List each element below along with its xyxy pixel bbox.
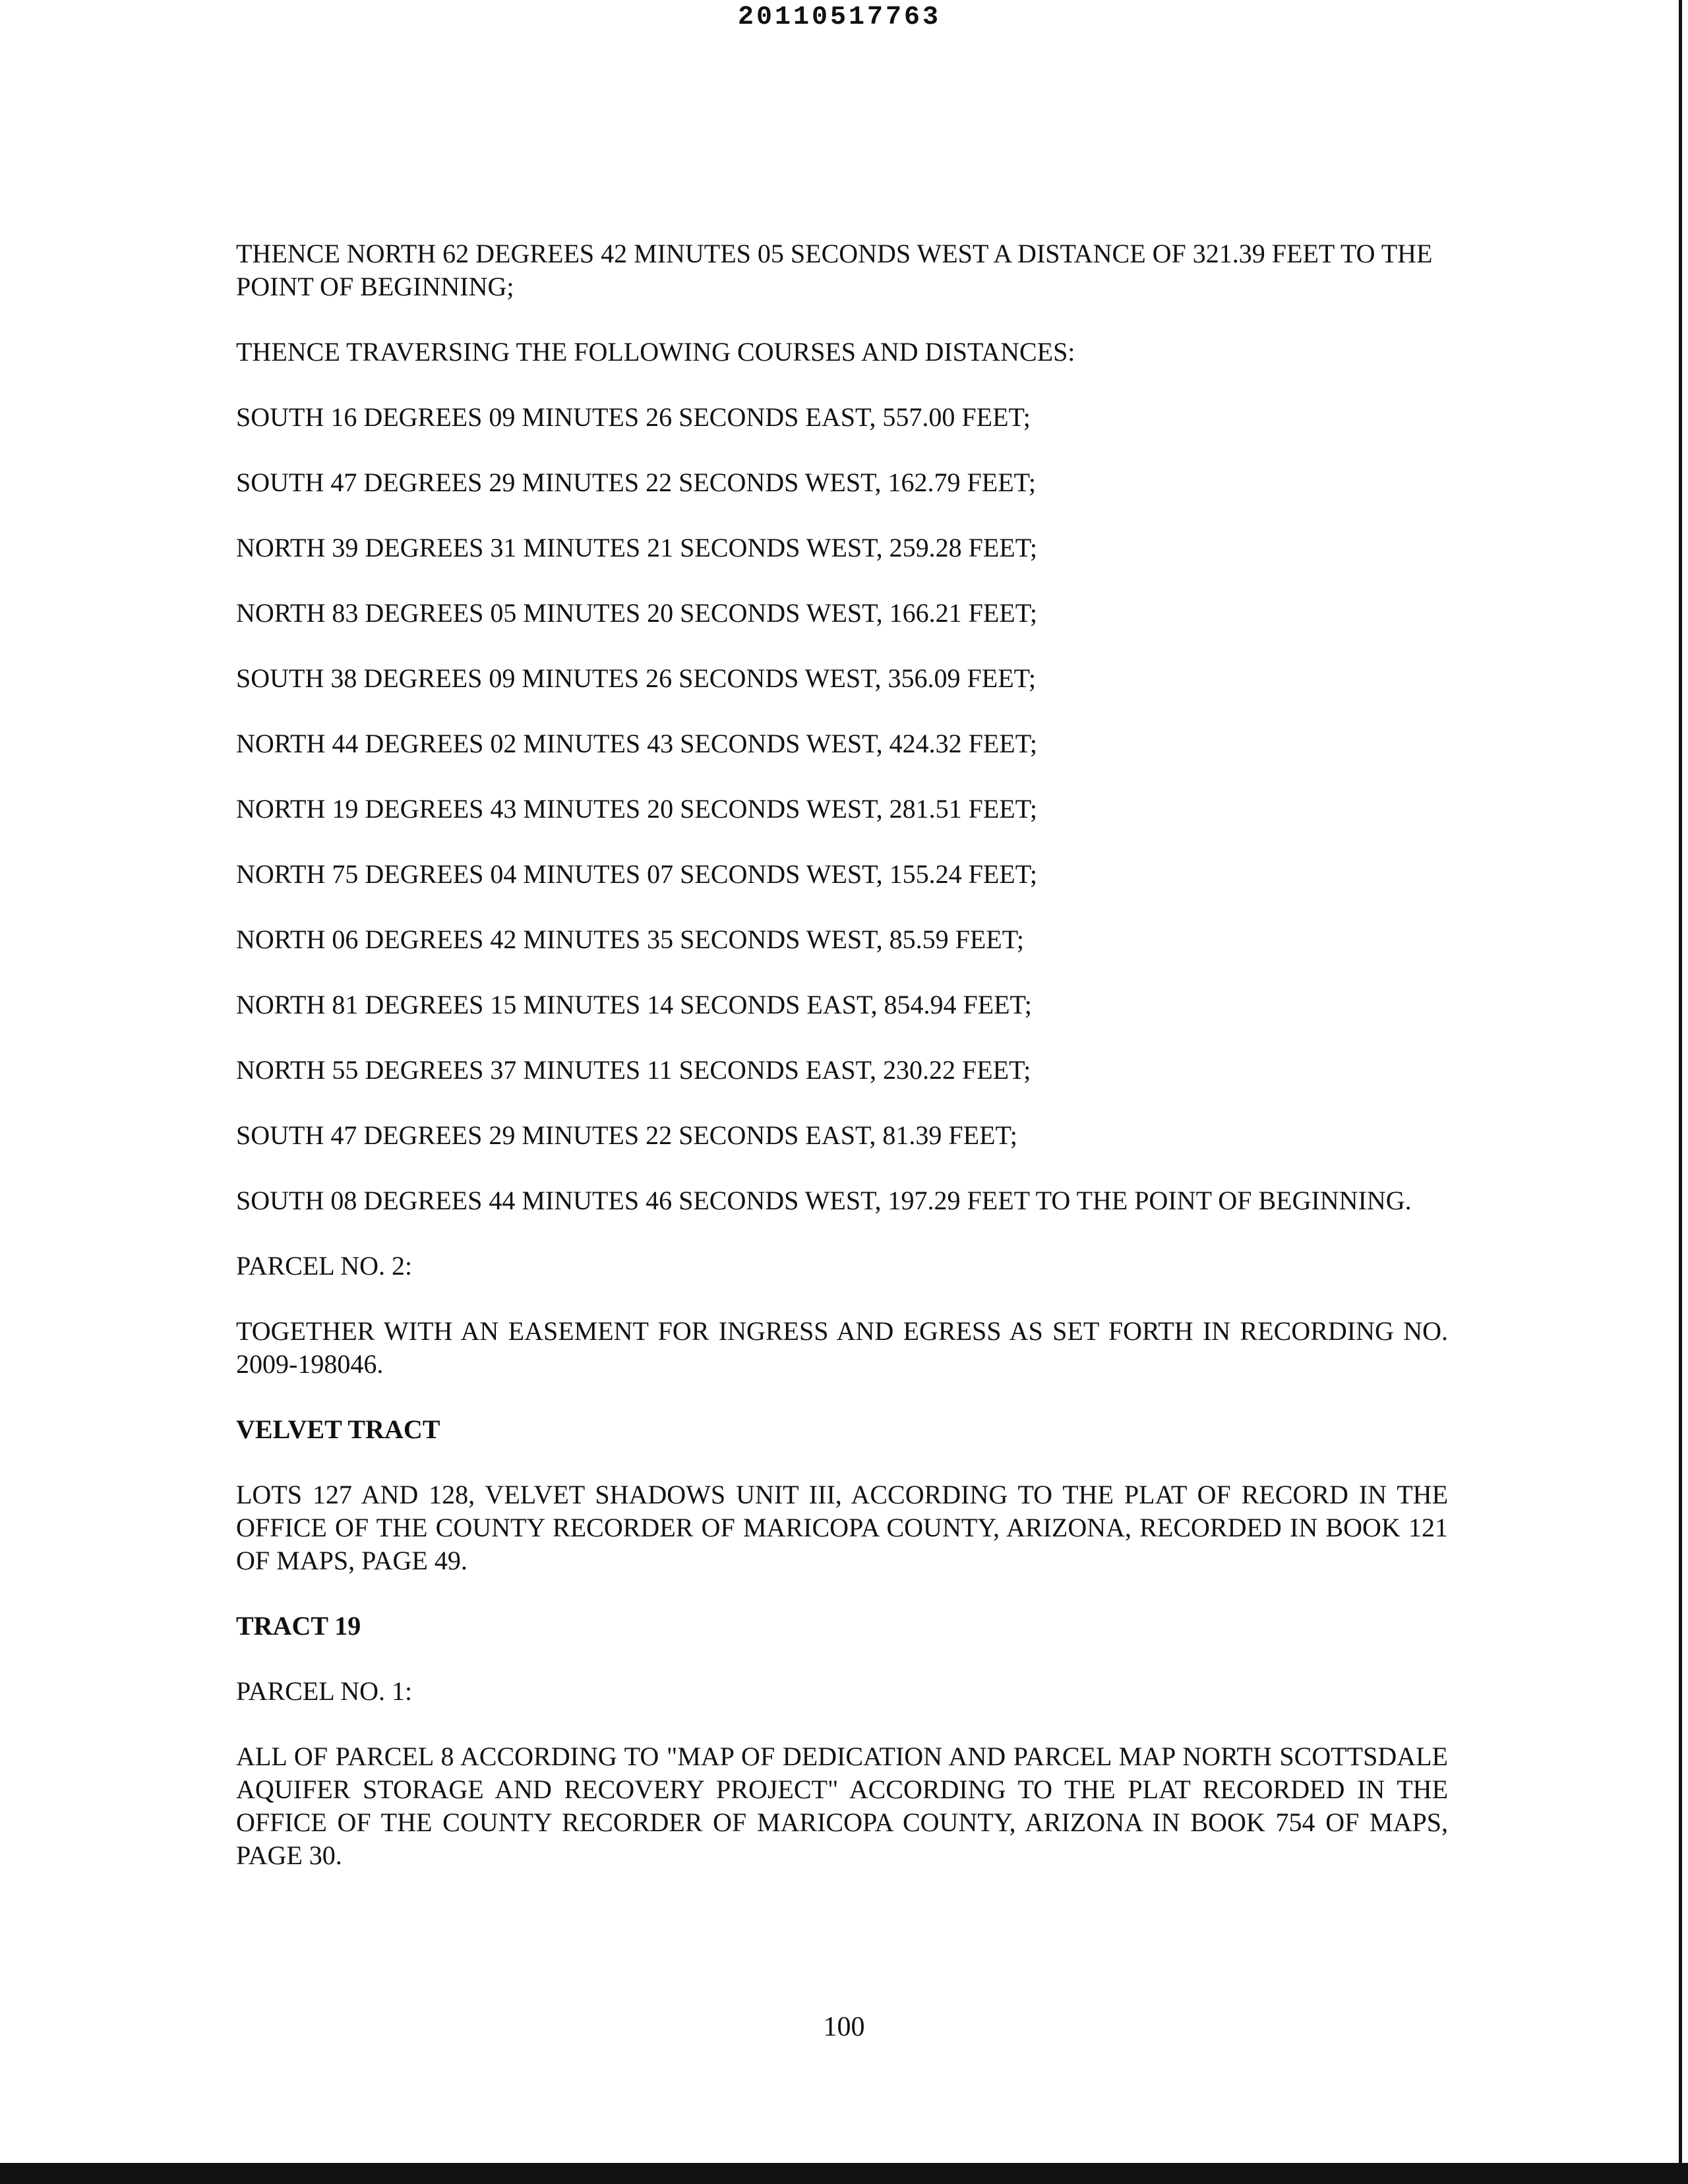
course-line: SOUTH 16 DEGREES 09 MINUTES 26 SECONDS EAST, 557.00 FEET; <box>236 402 1031 432</box>
page-number: 100 <box>823 2012 865 2042</box>
course-line: SOUTH 08 DEGREES 44 MINUTES 46 SECONDS WEST, 197.29 FEET TO THE POINT OF BEGINNING. <box>236 1186 1412 1215</box>
course-line: NORTH 19 DEGREES 43 MINUTES 20 SECONDS WEST, 281.51 FEET; <box>236 794 1038 824</box>
course-line: SOUTH 47 DEGREES 29 MINUTES 22 SECONDS EAST, 81.39 FEET; <box>236 1120 1017 1150</box>
parcel-2-label: PARCEL NO. 2: <box>236 1251 413 1281</box>
parcel-1-paragraph: ALL OF PARCEL 8 ACCORDING TO "MAP OF DEDICATION AND PARCEL MAP NORTH SCOTTSDALE AQUIFER STORAGE AND RECOVERY PROJECT" ACCORDING TO THE PLAT RECORDED IN THE OFFICE OF THE COUNTY RECORDER OF MARICOPA COUNTY, ARIZONA IN BOOK 754 OF MAPS, PAGE 30. <box>236 1742 1448 1870</box>
scan-border-bottom <box>0 2163 1688 2184</box>
course-line: SOUTH 38 DEGREES 09 MINUTES 26 SECONDS WEST, 356.09 FEET; <box>236 663 1037 693</box>
legal-description <box>236 237 1448 1904</box>
course-line: NORTH 06 DEGREES 42 MINUTES 35 SECONDS WEST, 85.59 FEET; <box>236 925 1025 954</box>
course-line: NORTH 75 DEGREES 04 MINUTES 07 SECONDS WEST, 155.24 FEET; <box>236 859 1038 889</box>
parcel-1-label: PARCEL NO. 1: <box>236 1676 413 1706</box>
course-line: NORTH 44 DEGREES 02 MINUTES 43 SECONDS WEST, 424.32 FEET; <box>236 729 1038 758</box>
intro-paragraph: THENCE NORTH 62 DEGREES 42 MINUTES 05 SECONDS WEST A DISTANCE OF 321.39 FEET TO THE POINT OF BEGINNING; <box>236 239 1433 301</box>
traverse-paragraph: THENCE TRAVERSING THE FOLLOWING COURSES AND DISTANCES: <box>236 337 1075 367</box>
course-line: NORTH 81 DEGREES 15 MINUTES 14 SECONDS EAST, 854.94 FEET; <box>236 990 1032 1019</box>
parcel-2-paragraph: TOGETHER WITH AN EASEMENT FOR INGRESS AND EGRESS AS SET FORTH IN RECORDING NO. 2009-198046. <box>236 1316 1448 1379</box>
tract-19-heading: TRACT 19 <box>236 1611 361 1641</box>
course-line: NORTH 39 DEGREES 31 MINUTES 21 SECONDS WEST, 259.28 FEET; <box>236 533 1038 562</box>
course-line: SOUTH 47 DEGREES 29 MINUTES 22 SECONDS WEST, 162.79 FEET; <box>236 468 1037 497</box>
document-number: 20110517763 <box>737 3 942 32</box>
velvet-tract-heading: VELVET TRACT <box>236 1414 440 1444</box>
scan-border-right <box>1679 0 1682 2163</box>
course-line: NORTH 55 DEGREES 37 MINUTES 11 SECONDS EAST, 230.22 FEET; <box>236 1055 1031 1085</box>
velvet-tract-paragraph: LOTS 127 AND 128, VELVET SHADOWS UNIT III, ACCORDING TO THE PLAT OF RECORD IN THE OFFICE OF THE COUNTY RECORDER OF MARICOPA COUNTY, ARIZONA, RECORDED IN BOOK 121 OF MAPS, PAGE 49. <box>236 1480 1448 1575</box>
course-line: NORTH 83 DEGREES 05 MINUTES 20 SECONDS WEST, 166.21 FEET; <box>236 598 1038 628</box>
